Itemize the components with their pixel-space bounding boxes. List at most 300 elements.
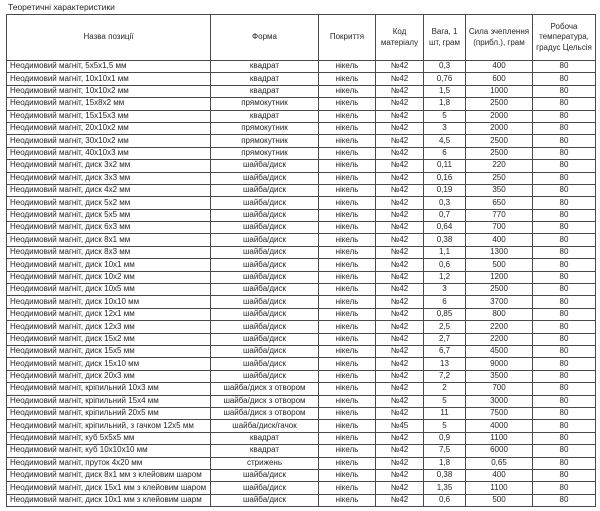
column-header: Форма — [211, 15, 319, 61]
table-cell: №42 — [376, 296, 424, 308]
table-cell: №42 — [376, 98, 424, 110]
table-cell: №42 — [376, 259, 424, 271]
table-row — [7, 234, 596, 246]
table-cell: 4,5 — [424, 135, 466, 147]
table-cell: нікель — [319, 370, 376, 382]
table-row — [7, 308, 596, 320]
table-cell: Неодимовий магніт, диск 6х3 мм — [7, 222, 211, 234]
table-cell: Неодимовий магніт, диск 8х1 мм з клейовим шаром — [7, 469, 211, 481]
table-cell: Неодимовий магніт, кріпильний, з гачком 12х5 мм — [7, 420, 211, 432]
table-cell: №42 — [376, 482, 424, 494]
table-cell: 1,1 — [424, 246, 466, 258]
table-cell: Неодимовий магніт, диск 12х3 мм — [7, 321, 211, 333]
table-cell: 6000 — [466, 445, 533, 457]
table-cell: Неодимовий магніт, куб 10х10х10 мм — [7, 445, 211, 457]
table-cell: 80 — [533, 494, 596, 506]
table-cell: Неодимовий магніт, 40х10х3 мм — [7, 147, 211, 159]
table-cell: 80 — [533, 85, 596, 97]
table-cell: нікель — [319, 494, 376, 506]
table-cell: №42 — [376, 135, 424, 147]
table-cell: 1100 — [466, 482, 533, 494]
table-cell: 2500 — [466, 98, 533, 110]
table-cell: 1,8 — [424, 457, 466, 469]
table-cell: 0,6 — [424, 259, 466, 271]
table-cell: 0,38 — [424, 234, 466, 246]
table-cell: 1,8 — [424, 98, 466, 110]
table-cell: 0,65 — [466, 457, 533, 469]
table-cell: Неодимовий магніт, диск 3х3 мм — [7, 172, 211, 184]
table-cell: №42 — [376, 209, 424, 221]
table-cell: 700 — [466, 383, 533, 395]
table-cell: нікель — [319, 395, 376, 407]
table-cell: 2500 — [466, 284, 533, 296]
table-cell: Неодимовий магніт, диск 15х1 мм з клейовим шаром — [7, 482, 211, 494]
table-cell: 80 — [533, 246, 596, 258]
table-cell: №42 — [376, 383, 424, 395]
table-cell: шайба/диск — [211, 222, 319, 234]
table-row — [7, 469, 596, 481]
table-cell: Неодимовий магніт, диск 5х2 мм — [7, 197, 211, 209]
table-cell: 80 — [533, 135, 596, 147]
table-cell: шайба/диск — [211, 370, 319, 382]
table-row — [7, 122, 596, 134]
table-cell: №42 — [376, 172, 424, 184]
table-cell: 7,5 — [424, 445, 466, 457]
table-cell: №42 — [376, 494, 424, 506]
table-cell: №42 — [376, 407, 424, 419]
table-cell: №42 — [376, 197, 424, 209]
table-cell: 350 — [466, 184, 533, 196]
table-cell: №42 — [376, 222, 424, 234]
table-cell: 80 — [533, 147, 596, 159]
table-cell: нікель — [319, 383, 376, 395]
table-cell: нікель — [319, 296, 376, 308]
table-cell: нікель — [319, 160, 376, 172]
table-cell: квадрат — [211, 61, 319, 73]
table-cell: №42 — [376, 395, 424, 407]
table-cell: 2000 — [466, 122, 533, 134]
table-cell: шайба/диск з отвором — [211, 383, 319, 395]
table-cell: 0,6 — [424, 494, 466, 506]
table-cell: 7500 — [466, 407, 533, 419]
table-row — [7, 110, 596, 122]
table-cell: 5 — [424, 395, 466, 407]
column-header: Сила зчеплення (прибл.), грам — [466, 15, 533, 61]
table-cell: 6 — [424, 147, 466, 159]
table-cell: 600 — [466, 73, 533, 85]
table-cell: шайба/диск — [211, 494, 319, 506]
characteristics-table — [6, 14, 596, 507]
table-row — [7, 358, 596, 370]
table-cell: шайба/диск — [211, 172, 319, 184]
table-cell: Неодимовий магніт, 10х10х1 мм — [7, 73, 211, 85]
page-title: Теоретичні характеристики — [8, 2, 115, 12]
table-cell: 5 — [424, 110, 466, 122]
table-row — [7, 209, 596, 221]
table-cell: 3 — [424, 122, 466, 134]
table-cell: 1,35 — [424, 482, 466, 494]
table-cell: 6,7 — [424, 345, 466, 357]
table-cell: 2500 — [466, 147, 533, 159]
table-row — [7, 370, 596, 382]
table-row — [7, 172, 596, 184]
table-cell: 80 — [533, 457, 596, 469]
table-cell: нікель — [319, 457, 376, 469]
table-cell: 80 — [533, 110, 596, 122]
table-row — [7, 445, 596, 457]
table-cell: нікель — [319, 420, 376, 432]
table-cell: Неодимовий магніт, 5х5х1,5 мм — [7, 61, 211, 73]
table-cell: 80 — [533, 469, 596, 481]
table-cell: нікель — [319, 482, 376, 494]
table-cell: 1,5 — [424, 85, 466, 97]
table-cell: №42 — [376, 147, 424, 159]
table-cell: нікель — [319, 172, 376, 184]
table-cell: квадрат — [211, 432, 319, 444]
table-cell: 80 — [533, 259, 596, 271]
table-row — [7, 222, 596, 234]
table-cell: 0,7 — [424, 209, 466, 221]
table-row — [7, 494, 596, 506]
table-cell: 80 — [533, 73, 596, 85]
table-cell: №42 — [376, 284, 424, 296]
table-cell: Неодимовий магніт, диск 10х5 мм — [7, 284, 211, 296]
table-cell: 700 — [466, 222, 533, 234]
table-cell: 400 — [466, 61, 533, 73]
table-cell: нікель — [319, 259, 376, 271]
table-row — [7, 333, 596, 345]
table-cell: 0,3 — [424, 61, 466, 73]
table-cell: шайба/диск — [211, 358, 319, 370]
table-cell: 80 — [533, 358, 596, 370]
table-cell: №42 — [376, 184, 424, 196]
table-cell: 500 — [466, 259, 533, 271]
table-cell: шайба/диск — [211, 469, 319, 481]
table-cell: нікель — [319, 407, 376, 419]
table-cell: нікель — [319, 246, 376, 258]
table-cell: шайба/диск — [211, 296, 319, 308]
table-cell: шайба/диск — [211, 197, 319, 209]
table-cell: №42 — [376, 122, 424, 134]
table-cell: №42 — [376, 85, 424, 97]
table-cell: 3700 — [466, 296, 533, 308]
table-cell: №42 — [376, 308, 424, 320]
table-cell: Неодимовий магніт, диск 15х5 мм — [7, 345, 211, 357]
table-cell: 13 — [424, 358, 466, 370]
table-cell: стрижень — [211, 457, 319, 469]
table-cell: нікель — [319, 135, 376, 147]
table-cell: Неодимовий магніт, куб 5х5х5 мм — [7, 432, 211, 444]
table-cell: №42 — [376, 358, 424, 370]
table-cell: 2,5 — [424, 321, 466, 333]
table-cell: шайба/диск/гачок — [211, 420, 319, 432]
table-cell: 400 — [466, 469, 533, 481]
table-cell: Неодимовий магніт, диск 10х10 мм — [7, 296, 211, 308]
table-cell: Неодимовий магніт, диск 4х2 мм — [7, 184, 211, 196]
table-cell: Неодимовий магніт, диск 8х1 мм — [7, 234, 211, 246]
column-header: Код матеріалу — [376, 15, 424, 61]
table-cell: шайба/диск — [211, 246, 319, 258]
table-cell: 80 — [533, 395, 596, 407]
table-cell: Неодимовий магніт, 15х15х3 мм — [7, 110, 211, 122]
table-cell: прямокутник — [211, 122, 319, 134]
table-cell: Неодимовий магніт, кріпильний 10х3 мм — [7, 383, 211, 395]
table-cell: Неодимовий магніт, диск 10х1 мм — [7, 259, 211, 271]
table-cell: 500 — [466, 494, 533, 506]
table-row — [7, 284, 596, 296]
table-cell: 80 — [533, 234, 596, 246]
table-cell: квадрат — [211, 85, 319, 97]
table-cell: 80 — [533, 184, 596, 196]
table-cell: Неодимовий магніт, диск 10х2 мм — [7, 271, 211, 283]
table-cell: нікель — [319, 321, 376, 333]
table-row — [7, 345, 596, 357]
column-header: Вага, 1 шт, грам — [424, 15, 466, 61]
table-cell: 2200 — [466, 333, 533, 345]
table-cell: 80 — [533, 296, 596, 308]
table-cell: Неодимовий магніт, 30х10х2 мм — [7, 135, 211, 147]
table-cell: нікель — [319, 222, 376, 234]
table-cell: 2 — [424, 383, 466, 395]
table-cell: №42 — [376, 432, 424, 444]
table-row — [7, 73, 596, 85]
table-row — [7, 184, 596, 196]
table-cell: шайба/диск — [211, 308, 319, 320]
table-cell: нікель — [319, 110, 376, 122]
table-cell: 4500 — [466, 345, 533, 357]
table-cell: 80 — [533, 482, 596, 494]
table-cell: 0,3 — [424, 197, 466, 209]
table-cell: 80 — [533, 445, 596, 457]
column-header: Робоча температура, градус Цельсія — [533, 15, 596, 61]
table-cell: 1300 — [466, 246, 533, 258]
table-cell: №42 — [376, 345, 424, 357]
table-cell: 80 — [533, 98, 596, 110]
table-cell: шайба/диск — [211, 209, 319, 221]
table-row — [7, 98, 596, 110]
table-row — [7, 259, 596, 271]
table-cell: 80 — [533, 209, 596, 221]
table-cell: 80 — [533, 432, 596, 444]
table-cell: нікель — [319, 209, 376, 221]
table-cell: 0,11 — [424, 160, 466, 172]
table-cell: Неодимовий магніт, диск 3х2 мм — [7, 160, 211, 172]
table-cell: 80 — [533, 333, 596, 345]
table-cell: 770 — [466, 209, 533, 221]
table-cell: нікель — [319, 308, 376, 320]
table-cell: нікель — [319, 184, 376, 196]
table-cell: 0,9 — [424, 432, 466, 444]
table-cell: прямокутник — [211, 135, 319, 147]
table-row — [7, 271, 596, 283]
table-cell: №42 — [376, 271, 424, 283]
table-cell: нікель — [319, 61, 376, 73]
table-cell: Неодимовий магніт, диск 15х10 мм — [7, 358, 211, 370]
table-cell: Неодимовий магніт, диск 10х1 мм з клейовим шарм — [7, 494, 211, 506]
table-cell: 0,38 — [424, 469, 466, 481]
table-cell: 2000 — [466, 110, 533, 122]
table-cell: шайба/диск — [211, 271, 319, 283]
table-cell: нікель — [319, 85, 376, 97]
table-cell: Неодимовий магніт, кріпильний 15х4 мм — [7, 395, 211, 407]
table-row — [7, 420, 596, 432]
table-cell: 650 — [466, 197, 533, 209]
table-cell: Неодимовий магніт, 20х10х2 мм — [7, 122, 211, 134]
table-cell: 0,85 — [424, 308, 466, 320]
table-cell: 2500 — [466, 135, 533, 147]
table-cell: 0,19 — [424, 184, 466, 196]
table-cell: №42 — [376, 333, 424, 345]
table-cell: 250 — [466, 172, 533, 184]
table-row — [7, 395, 596, 407]
table-cell: №42 — [376, 445, 424, 457]
column-header: Покриття — [319, 15, 376, 61]
table-cell: Неодимовий магніт, 15х8х2 мм — [7, 98, 211, 110]
table-cell: 3500 — [466, 370, 533, 382]
table-cell: прямокутник — [211, 98, 319, 110]
table-cell: шайба/диск — [211, 345, 319, 357]
table-row — [7, 160, 596, 172]
table-cell: 1100 — [466, 432, 533, 444]
table-cell: прямокутник — [211, 147, 319, 159]
table-cell: №42 — [376, 61, 424, 73]
table-row — [7, 432, 596, 444]
table-row — [7, 296, 596, 308]
table-cell: нікель — [319, 284, 376, 296]
table-cell: нікель — [319, 147, 376, 159]
table-cell: 80 — [533, 308, 596, 320]
column-header: Назва позиції — [7, 15, 211, 61]
table-cell: Неодимовий магніт, диск 8х3 мм — [7, 246, 211, 258]
table-cell: 80 — [533, 284, 596, 296]
table-cell: нікель — [319, 333, 376, 345]
table-cell: Неодимовий магніт, диск 5х5 мм — [7, 209, 211, 221]
table-cell: нікель — [319, 432, 376, 444]
table-cell: 0,64 — [424, 222, 466, 234]
table-cell: шайба/диск — [211, 160, 319, 172]
table-cell: шайба/диск — [211, 284, 319, 296]
table-cell: квадрат — [211, 110, 319, 122]
table-cell: 2,7 — [424, 333, 466, 345]
table-row — [7, 246, 596, 258]
table-cell: шайба/диск — [211, 482, 319, 494]
table-row — [7, 407, 596, 419]
table-cell: №42 — [376, 73, 424, 85]
table-cell: 3 — [424, 284, 466, 296]
table-cell: 80 — [533, 345, 596, 357]
table-cell: 1000 — [466, 85, 533, 97]
table-cell: 80 — [533, 407, 596, 419]
table-cell: №42 — [376, 160, 424, 172]
table-row — [7, 85, 596, 97]
table-cell: 7,2 — [424, 370, 466, 382]
table-cell: квадрат — [211, 73, 319, 85]
table-cell: 2200 — [466, 321, 533, 333]
table-cell: №42 — [376, 457, 424, 469]
table-body — [7, 61, 596, 507]
table-cell: 80 — [533, 321, 596, 333]
table-cell: 6 — [424, 296, 466, 308]
table-cell: №42 — [376, 370, 424, 382]
table-row — [7, 135, 596, 147]
table-row — [7, 482, 596, 494]
table-cell: Неодимовий магніт, диск 20х3 мм — [7, 370, 211, 382]
table-cell: 80 — [533, 172, 596, 184]
table-cell: нікель — [319, 73, 376, 85]
table-cell: №45 — [376, 420, 424, 432]
table-cell: шайба/диск — [211, 333, 319, 345]
table-cell: 1,2 — [424, 271, 466, 283]
header-row — [7, 15, 596, 61]
table-cell: 80 — [533, 122, 596, 134]
table-cell: нікель — [319, 98, 376, 110]
table-cell: 80 — [533, 222, 596, 234]
table-cell: 80 — [533, 420, 596, 432]
table-cell: 80 — [533, 160, 596, 172]
table-cell: 80 — [533, 383, 596, 395]
table-cell: нікель — [319, 445, 376, 457]
table-cell: шайба/диск — [211, 259, 319, 271]
table-cell: нікель — [319, 469, 376, 481]
table-cell: 1200 — [466, 271, 533, 283]
table-row — [7, 197, 596, 209]
table-cell: 5 — [424, 420, 466, 432]
table-cell: 3000 — [466, 395, 533, 407]
table-cell: 0,16 — [424, 172, 466, 184]
table-cell: 4000 — [466, 420, 533, 432]
table-cell: 80 — [533, 61, 596, 73]
table-cell: нікель — [319, 197, 376, 209]
table-cell: 9000 — [466, 358, 533, 370]
table-cell: нікель — [319, 234, 376, 246]
table-cell: Неодимовий магніт, диск 15х2 мм — [7, 333, 211, 345]
table-row — [7, 61, 596, 73]
table-cell: 800 — [466, 308, 533, 320]
table-cell: №42 — [376, 246, 424, 258]
table-cell: 80 — [533, 197, 596, 209]
table-cell: шайба/диск — [211, 234, 319, 246]
table-cell: нікель — [319, 345, 376, 357]
table-cell: Неодимовий магніт, кріпильний 20х5 мм — [7, 407, 211, 419]
table-row — [7, 147, 596, 159]
table-cell: №42 — [376, 321, 424, 333]
table-cell: 400 — [466, 234, 533, 246]
table-row — [7, 321, 596, 333]
table-cell: №42 — [376, 110, 424, 122]
table-cell: Неодимовий магніт, пруток 4х20 мм — [7, 457, 211, 469]
table-cell: нікель — [319, 358, 376, 370]
table-cell: 0,76 — [424, 73, 466, 85]
table-cell: шайба/диск з отвором — [211, 395, 319, 407]
table-cell: нікель — [319, 122, 376, 134]
table-cell: 11 — [424, 407, 466, 419]
table-cell: нікель — [319, 271, 376, 283]
table-cell: квадрат — [211, 445, 319, 457]
table-cell: №42 — [376, 234, 424, 246]
table-cell: Неодимовий магніт, 10х10х2 мм — [7, 85, 211, 97]
table-cell: 80 — [533, 271, 596, 283]
table-cell: Неодимовий магніт, диск 12х1 мм — [7, 308, 211, 320]
table-cell: шайба/диск — [211, 321, 319, 333]
table-row — [7, 383, 596, 395]
table-cell: 80 — [533, 370, 596, 382]
table-cell: 220 — [466, 160, 533, 172]
table-row — [7, 457, 596, 469]
table-cell: шайба/диск — [211, 184, 319, 196]
table-cell: шайба/диск з отвором — [211, 407, 319, 419]
table-cell: №42 — [376, 469, 424, 481]
table-header — [7, 15, 596, 61]
